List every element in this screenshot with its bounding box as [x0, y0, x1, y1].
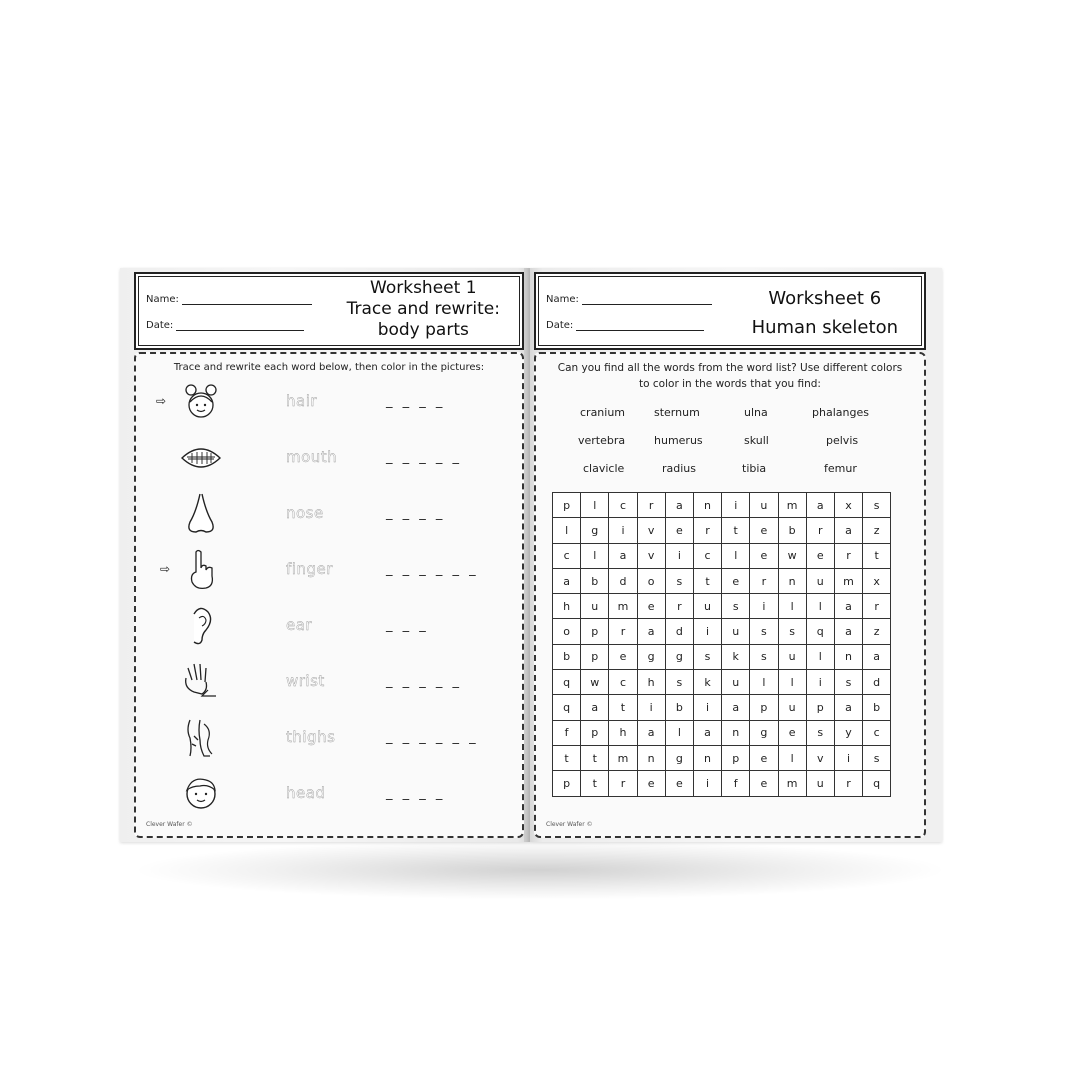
grid-row [553, 518, 891, 543]
rewrite-blank[interactable]: _ _ _ _ _ [386, 674, 463, 689]
grid-cell[interactable]: l [665, 720, 693, 745]
left-page [120, 268, 530, 842]
page-footer: Clever Wafer © [146, 821, 193, 828]
grid-cell[interactable]: l [553, 518, 581, 543]
grid-cell[interactable]: m [609, 745, 637, 770]
grid-cell[interactable]: i [750, 594, 778, 619]
date-label: Date: [546, 320, 574, 331]
name-label: Name: [146, 294, 179, 305]
arrow-icon: ⇨ [156, 394, 167, 408]
title-line-1: Worksheet 6 [768, 288, 882, 309]
grid-cell[interactable]: n [693, 745, 721, 770]
word-list-item: sternum [654, 406, 700, 419]
grid-cell[interactable]: x [863, 568, 891, 593]
word-list-item: phalanges [812, 406, 869, 419]
grid-cell[interactable]: g [750, 720, 778, 745]
boy-head-icon [178, 772, 224, 816]
grid-cell[interactable]: u [722, 670, 750, 695]
grid-cell[interactable]: m [834, 568, 862, 593]
worksheet-title [752, 284, 898, 342]
date-line[interactable] [176, 330, 304, 331]
grid-cell[interactable]: g [637, 644, 665, 669]
finger-icon [178, 548, 224, 592]
name-label: Name: [546, 294, 579, 305]
grid-cell[interactable]: i [693, 695, 721, 720]
rewrite-blank[interactable]: _ _ _ _ _ _ [386, 562, 479, 577]
grid-cell[interactable]: h [609, 720, 637, 745]
grid-cell[interactable]: f [722, 771, 750, 796]
grid-cell[interactable]: t [693, 568, 721, 593]
grid-cell[interactable]: i [609, 518, 637, 543]
grid-cell[interactable]: w [778, 543, 806, 568]
grid-cell[interactable]: i [834, 745, 862, 770]
grid-cell[interactable]: l [778, 594, 806, 619]
grid-row [553, 594, 891, 619]
title-line-2: Human skeleton [751, 317, 898, 338]
grid-cell[interactable]: e [722, 568, 750, 593]
word-list-item: ulna [744, 406, 768, 419]
word-list-item: femur [824, 462, 857, 475]
grid-cell[interactable]: q [553, 695, 581, 720]
grid-cell[interactable]: r [637, 493, 665, 518]
grid-cell[interactable]: e [637, 771, 665, 796]
grid-cell[interactable]: a [637, 720, 665, 745]
grid-row [553, 568, 891, 593]
trace-row [156, 380, 516, 430]
grid-cell[interactable]: i [693, 619, 721, 644]
grid-row [553, 695, 891, 720]
trace-row [156, 492, 516, 542]
date-field [146, 320, 304, 331]
right-page [530, 268, 942, 842]
grid-cell[interactable]: r [834, 771, 862, 796]
grid-row [553, 644, 891, 669]
grid-cell[interactable]: a [834, 518, 862, 543]
grid-cell[interactable]: e [665, 518, 693, 543]
grid-cell[interactable]: n [722, 720, 750, 745]
word-list-item: skull [744, 434, 769, 447]
grid-cell[interactable]: b [665, 695, 693, 720]
grid-cell[interactable]: t [722, 518, 750, 543]
grid-cell[interactable]: s [665, 670, 693, 695]
grid-cell[interactable]: b [778, 518, 806, 543]
grid-cell[interactable]: r [834, 543, 862, 568]
grid-cell[interactable]: e [637, 594, 665, 619]
name-field [146, 294, 312, 305]
grid-cell[interactable]: s [750, 644, 778, 669]
word-list-item: humerus [654, 434, 703, 447]
grid-cell[interactable]: s [722, 594, 750, 619]
page-footer: Clever Wafer © [546, 821, 593, 828]
grid-cell[interactable]: a [665, 493, 693, 518]
grid-cell[interactable]: o [637, 568, 665, 593]
grid-cell[interactable]: p [750, 695, 778, 720]
grid-cell[interactable]: e [665, 771, 693, 796]
grid-cell[interactable]: h [637, 670, 665, 695]
grid-cell[interactable]: b [581, 568, 609, 593]
word-list-item: cranium [580, 406, 626, 419]
grid-cell[interactable]: r [609, 771, 637, 796]
rewrite-blank[interactable]: _ _ _ [386, 618, 429, 633]
grid-cell[interactable]: f [553, 720, 581, 745]
left-header [134, 272, 524, 350]
grid-row [553, 745, 891, 770]
grid-cell[interactable]: n [778, 568, 806, 593]
grid-cell[interactable]: a [863, 644, 891, 669]
grid-cell[interactable]: o [553, 619, 581, 644]
word-search-grid [552, 492, 891, 797]
grid-cell[interactable]: t [863, 543, 891, 568]
nose-icon [178, 492, 224, 536]
left-body [134, 352, 524, 838]
trace-word: ear [286, 616, 313, 634]
grid-row [553, 720, 891, 745]
instruction-line-2: to color in the words that you find: [639, 378, 821, 390]
trace-word: thighs [286, 728, 336, 746]
grid-cell[interactable]: i [665, 543, 693, 568]
grid-cell[interactable]: y [834, 720, 862, 745]
right-body [534, 352, 926, 838]
grid-cell[interactable]: m [778, 493, 806, 518]
grid-cell[interactable]: c [553, 543, 581, 568]
grid-cell[interactable]: a [806, 493, 834, 518]
grid-cell[interactable]: s [778, 619, 806, 644]
grid-cell[interactable]: z [863, 619, 891, 644]
trace-row [156, 436, 516, 486]
instruction-text [536, 360, 924, 392]
grid-cell[interactable]: s [863, 493, 891, 518]
trace-row [156, 772, 516, 822]
word-list-item: clavicle [583, 462, 625, 475]
date-label: Date: [146, 320, 174, 331]
grid-cell[interactable]: p [806, 695, 834, 720]
grid-cell[interactable]: u [778, 644, 806, 669]
word-list-item: tibia [742, 462, 767, 475]
grid-cell[interactable]: t [581, 771, 609, 796]
grid-cell[interactable]: l [806, 594, 834, 619]
grid-cell[interactable]: m [778, 771, 806, 796]
grid-cell[interactable]: p [553, 493, 581, 518]
worksheet-title [347, 278, 500, 341]
trace-word: head [286, 784, 326, 802]
rewrite-blank[interactable]: _ _ _ _ _ _ [386, 730, 479, 745]
grid-cell[interactable]: g [665, 644, 693, 669]
grid-cell[interactable]: p [581, 720, 609, 745]
trace-word: mouth [286, 448, 338, 466]
title-line-2: Trace and rewrite: [346, 299, 500, 319]
grid-cell[interactable]: p [553, 771, 581, 796]
grid-cell[interactable]: l [806, 644, 834, 669]
grid-cell[interactable]: t [609, 695, 637, 720]
grid-cell[interactable]: a [693, 720, 721, 745]
grid-cell[interactable]: a [609, 543, 637, 568]
grid-cell[interactable]: i [637, 695, 665, 720]
title-line-3: body parts [377, 320, 469, 340]
trace-word: hair [286, 392, 318, 410]
grid-cell[interactable]: g [665, 745, 693, 770]
grid-cell[interactable]: e [750, 518, 778, 543]
trace-row [156, 660, 516, 710]
instruction-line-1: Can you find all the words from the word list? Use different colors [557, 362, 903, 374]
grid-cell[interactable]: v [637, 518, 665, 543]
grid-cell[interactable]: b [553, 644, 581, 669]
grid-cell[interactable]: l [581, 493, 609, 518]
rewrite-blank[interactable]: _ _ _ _ _ [386, 450, 463, 465]
grid-cell[interactable]: v [637, 543, 665, 568]
grid-cell[interactable]: l [778, 745, 806, 770]
grid-cell[interactable]: v [806, 745, 834, 770]
name-field [546, 294, 712, 305]
grid-cell[interactable]: m [609, 594, 637, 619]
grid-row [553, 619, 891, 644]
grid-cell[interactable]: i [806, 670, 834, 695]
grid-cell[interactable]: a [637, 619, 665, 644]
grid-cell[interactable]: e [778, 720, 806, 745]
grid-cell[interactable]: q [553, 670, 581, 695]
grid-cell[interactable]: d [665, 619, 693, 644]
grid-cell[interactable]: l [722, 543, 750, 568]
grid-cell[interactable]: i [722, 493, 750, 518]
grid-cell[interactable]: s [665, 568, 693, 593]
right-header [534, 272, 926, 350]
grid-cell[interactable]: u [693, 594, 721, 619]
grid-cell[interactable]: t [553, 745, 581, 770]
grid-cell[interactable]: s [806, 720, 834, 745]
date-field [546, 320, 704, 331]
thigh-icon [178, 716, 224, 760]
grid-cell[interactable]: p [581, 644, 609, 669]
grid-cell[interactable]: w [581, 670, 609, 695]
grid-cell[interactable]: d [863, 670, 891, 695]
grid-cell[interactable]: s [863, 745, 891, 770]
trace-row [156, 604, 516, 654]
grid-cell[interactable]: n [693, 493, 721, 518]
wrist-icon [178, 660, 224, 704]
grid-cell[interactable]: n [834, 644, 862, 669]
grid-cell[interactable]: x [834, 493, 862, 518]
grid-cell[interactable]: r [806, 518, 834, 543]
date-line[interactable] [576, 330, 704, 331]
grid-cell[interactable]: e [750, 745, 778, 770]
grid-cell[interactable]: e [806, 543, 834, 568]
rewrite-blank[interactable]: _ _ _ _ [386, 506, 446, 521]
grid-cell[interactable]: p [581, 619, 609, 644]
book-shadow [130, 840, 950, 900]
grid-row [553, 771, 891, 796]
grid-cell[interactable]: r [665, 594, 693, 619]
grid-cell[interactable]: b [863, 695, 891, 720]
word-list-item: vertebra [578, 434, 626, 447]
grid-cell[interactable]: n [637, 745, 665, 770]
grid-row [553, 493, 891, 518]
grid-cell[interactable]: u [581, 594, 609, 619]
grid-cell[interactable]: r [863, 594, 891, 619]
grid-cell[interactable]: q [806, 619, 834, 644]
grid-cell[interactable]: c [863, 720, 891, 745]
grid-cell[interactable]: a [581, 695, 609, 720]
grid-cell[interactable]: u [806, 771, 834, 796]
mouth-icon [178, 436, 224, 480]
grid-cell[interactable]: k [693, 670, 721, 695]
grid-cell[interactable]: d [609, 568, 637, 593]
grid-row [553, 670, 891, 695]
ear-icon [178, 604, 224, 648]
grid-cell[interactable]: e [750, 771, 778, 796]
grid-cell[interactable]: k [722, 644, 750, 669]
grid-cell[interactable]: a [834, 619, 862, 644]
grid-cell[interactable]: a [834, 594, 862, 619]
grid-cell[interactable]: i [693, 771, 721, 796]
grid-cell[interactable]: q [863, 771, 891, 796]
grid-cell[interactable]: u [778, 695, 806, 720]
grid-row [553, 543, 891, 568]
grid-cell[interactable]: s [834, 670, 862, 695]
word-list-item: pelvis [826, 434, 859, 447]
grid-cell[interactable]: e [750, 543, 778, 568]
grid-cell[interactable]: l [581, 543, 609, 568]
grid-cell[interactable]: c [609, 670, 637, 695]
name-line[interactable] [582, 304, 712, 305]
grid-cell[interactable]: a [722, 695, 750, 720]
trace-word: nose [286, 504, 324, 522]
grid-cell[interactable]: u [722, 619, 750, 644]
grid-cell[interactable]: s [693, 644, 721, 669]
grid-cell[interactable]: l [778, 670, 806, 695]
grid-cell[interactable]: l [750, 670, 778, 695]
trace-word: wrist [286, 672, 325, 690]
grid-cell[interactable]: t [581, 745, 609, 770]
grid-cell[interactable]: r [693, 518, 721, 543]
trace-word: finger [286, 560, 333, 578]
instruction-text: Trace and rewrite each word below, then color in the pictures: [173, 362, 485, 373]
grid-cell[interactable]: a [553, 568, 581, 593]
grid-cell[interactable]: g [581, 518, 609, 543]
trace-row [156, 716, 516, 766]
grid-cell[interactable]: z [863, 518, 891, 543]
grid-cell[interactable]: u [806, 568, 834, 593]
grid-cell[interactable]: s [750, 619, 778, 644]
grid-cell[interactable]: r [750, 568, 778, 593]
grid-cell[interactable]: e [609, 644, 637, 669]
rewrite-blank[interactable]: _ _ _ _ [386, 394, 446, 409]
rewrite-blank[interactable]: _ _ _ _ [386, 786, 446, 801]
grid-cell[interactable]: u [750, 493, 778, 518]
arrow-icon: ⇨ [160, 562, 171, 576]
name-line[interactable] [182, 304, 312, 305]
grid-cell[interactable]: r [609, 619, 637, 644]
grid-cell[interactable]: c [609, 493, 637, 518]
grid-cell[interactable]: a [834, 695, 862, 720]
grid-cell[interactable]: p [722, 745, 750, 770]
grid-cell[interactable]: c [693, 543, 721, 568]
trace-row [156, 548, 516, 598]
word-list-item: radius [662, 462, 697, 475]
grid-cell[interactable]: h [553, 594, 581, 619]
title-line-1: Worksheet 1 [370, 278, 477, 298]
girl-face-icon [178, 380, 224, 424]
